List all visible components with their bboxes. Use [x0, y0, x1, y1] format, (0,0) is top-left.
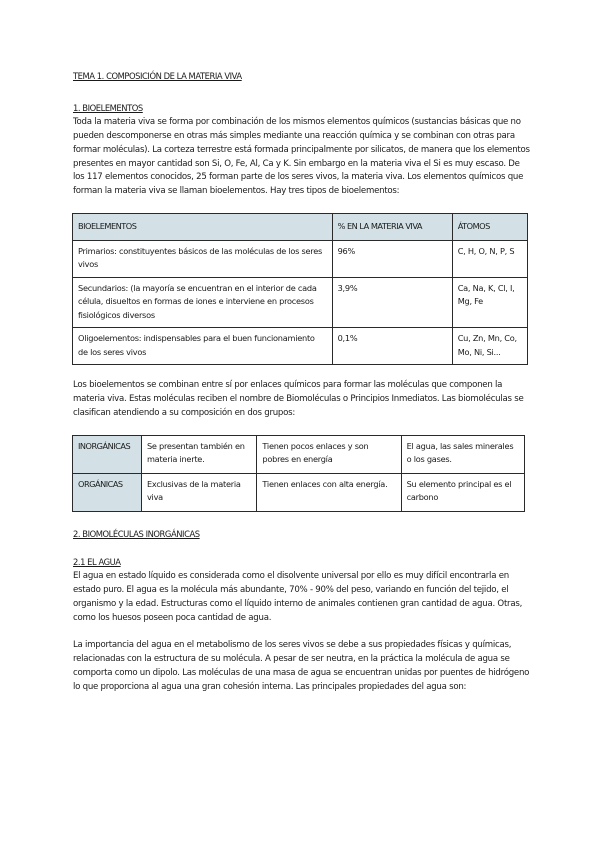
bioelement-type: Secundarios: (la mayoría se encuentran en el interior de cada célula, disueltos en formas de iones e interviene en procesos fisiológicos diversos	[73, 277, 333, 328]
table-row	[73, 277, 528, 328]
biomolecule-cell: El agua, las sales minerales o los gases.	[401, 435, 524, 473]
document-page	[73, 70, 533, 695]
biomolecule-cell: Se presentan también en materia inerte.	[141, 435, 256, 473]
bioelement-atoms: Cu, Zn, Mn, Co, Mo, Ni, Si...	[452, 328, 527, 365]
table-row	[73, 240, 528, 277]
bioelement-type: Primarios: constituyentes básicos de las moléculas de los seres vivos	[73, 240, 333, 277]
row-header-inorganicas: INORGÁNICAS	[73, 435, 142, 473]
column-header-atoms: ÁTOMOS	[452, 214, 527, 241]
biomolecules-intro-paragraph: Los bioelementos se combinan entre sí por enlaces químicos para formar las moléculas que componen la materia viva. Estas moléculas reciben el nombre de Biomoléculas o Principios Inmediatos. Las biomoléculas se clasifican atendiendo a su composición en dos grupos:	[73, 380, 524, 419]
biomolecule-cell: Tienen pocos enlaces y son pobres en energía	[257, 435, 401, 473]
biomolecule-cell: Tienen enlaces con alta energía.	[257, 473, 401, 511]
table-header-row	[73, 214, 528, 241]
table-row	[73, 473, 525, 511]
bioelement-atoms: C, H, O, N, P, S	[452, 240, 527, 277]
bioelement-atoms: Ca, Na, K, Cl, I, Mg, Fe	[452, 277, 527, 328]
bioelement-percent: 0,1%	[332, 328, 452, 365]
agua-paragraph-1: El agua en estado líquido es considerada como el disolvente universal por ello es muy difícil encontrarla en estado puro. El agua es la molécula más abundante, 70% - 90% del peso, variando en función del tejido, el organismo y la edad. Estructuras como el líquido interno de animales contienen gran cantidad de agua. Otras, como los huesos poseen poca cantidad de agua.	[73, 570, 523, 623]
section-heading-biomoleculas-inorganicas: 2. BIOMOLÉCULAS INORGÁNICAS	[73, 528, 200, 539]
biomolecule-cell: Su elemento principal es el carbono	[401, 473, 524, 511]
section1-paragraph: Toda la materia viva se forma por combinación de los mismos elementos químicos (sustancias básicas que no pueden descomponerse en otras más simples mediante una reacción química y se combinan con otras para formar moléculas). La corteza terrestre está formada principalmente por silicatos, de manera que los elementos presentes en mayor cantidad son Si, O, Fe, Al, Ca y K. Sin embargo en la materia viva el Si es muy escaso. De los 117 elementos conocidos, 25 forman parte de los seres vivos, la materia viva. Los elementos químicos que forman la materia viva se llaman bioelementos. Hay tres tipos de bioelementos:	[73, 116, 530, 197]
table-row	[73, 435, 525, 473]
bioelement-percent: 3,9%	[332, 277, 452, 328]
section-heading-bioelementos: 1. BIOELEMENTOS	[73, 102, 143, 113]
bioelement-type: Oligoelementos: indispensables para el buen funcionamiento de los seres vivos	[73, 328, 333, 365]
column-header-percent: % EN LA MATERIA VIVA	[332, 214, 452, 241]
agua-paragraph-2: La importancia del agua en el metabolismo de los seres vivos se debe a sus propiedades físicas y químicas, relacionadas con la estructura de su molécula. A pesar de ser neutra, en la práctica la molécula de agua se comporta como un dipolo. Las moléculas de una masa de agua se encuentran unidas por puentes de hidrógeno lo que proporciona al agua una gran cohesión interna. Las principales propiedades del agua son:	[73, 640, 530, 693]
row-header-organicas: ORGÁNICAS	[73, 473, 142, 511]
bioelement-percent: 96%	[332, 240, 452, 277]
biomolecule-cell: Exclusivas de la materia viva	[141, 473, 256, 511]
subsection-heading-el-agua: 2.1 EL AGUA	[73, 556, 121, 567]
column-header-bioelementos: BIOELEMENTOS	[73, 214, 333, 241]
bioelements-table	[72, 213, 528, 365]
document-title: TEMA 1. COMPOSICIÓN DE LA MATERIA VIVA	[73, 71, 242, 81]
biomolecules-table	[72, 435, 525, 512]
table-row	[73, 328, 528, 365]
